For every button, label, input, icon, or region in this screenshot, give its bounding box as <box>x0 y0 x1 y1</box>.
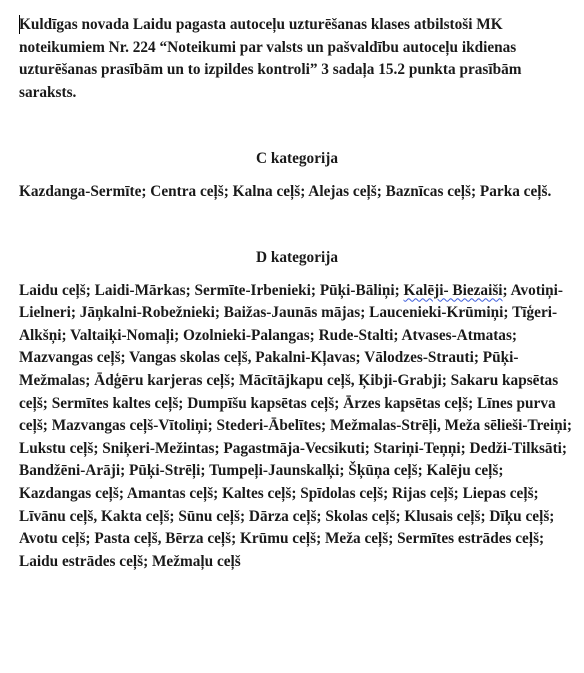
category-c-heading: C kategorija <box>256 150 338 167</box>
category-d-roads-after: ; Avotiņi-Lielneri; Jāņkalni-Robežnieki; Baižas-Jaunās mājas; Laucenieki-Krūmiņi; Tīģeri-Alkšņi; Valtaiķi-Nomaļi; Ozolnieki-Palangas; Rude-Stalti; Atvases-Atmatas; Mazvangas ceļš; Vangas skolas ceļš, Pakalni-Kļavas; Vālodzes-Strauti; Pūķi-Mežmalas; Ādģēru karjeras ceļš; Mācītājkapu ceļš, Ķibji-Grabji; Sakaru kapsētas ceļš; Sermītes kaltes ceļš; Dumpīšu kapsētas ceļš; Ārzes kapsētas ceļš; Līnes purva ceļš; Mazvangas ceļš-Vītoliņi; Stederi-Ābelītes; Mežmalas-Strēļi, Meža sēlieši-Treiņi; Lukstu ceļš; Sniķeri-Mežintas; Pagastmāja-Vecsikuti; Stariņi-Teņņi; Dedži-Tilksāti; Bandžēni-Arāji; Pūķi-Strēļi; Tumpeļi-Jaunskalķi; Šķūņa ceļš; Kalēju ceļš; Kazdangas ceļš; Amantas ceļš; Kaltes ceļš; Spīdolas ceļš; Rijas ceļš; Liepas ceļš; Līvānu ceļš, Kakta ceļš; Sūnu ceļš; Dārza ceļš; Skolas ceļš; Klusais ceļš; Dīķu ceļš; Avotu ceļš; Pasta ceļš, Bērza ceļš; Krūmu ceļš; Meža ceļš; Sermītes estrādes ceļš; Laidu estrādes ceļš; Mežmaļu ceļš <box>19 281 572 570</box>
document-intro: Kuldīgas novada Laidu pagasta autoceļu uzturēšanas klases atbilstoši MK noteikumiem Nr. 224 “Noteikumi par valsts un pašvaldību autoceļu ikdienas uzturēšanas prasībām un to izpildes kontroli” 3 sadaļa 15.2 punkta prasībām saraksts. <box>19 16 522 101</box>
category-d-roads-before: Laidu ceļš; Laidi-Mārkas; Sermīte-Irbenieki; Pūķi-Bāliņi; <box>19 281 404 299</box>
category-d-heading: D kategorija <box>256 249 338 267</box>
category-c-roads: Kazdanga-Sermīte; Centra ceļš; Kalna ceļš; Alejas ceļš; Baznīcas ceļš; Parka ceļš. <box>19 182 552 200</box>
spellcheck-flagged-text[interactable]: Kalēji- Biezaiši <box>403 281 503 299</box>
category-d-roads <box>19 280 575 574</box>
document-page <box>19 14 575 573</box>
